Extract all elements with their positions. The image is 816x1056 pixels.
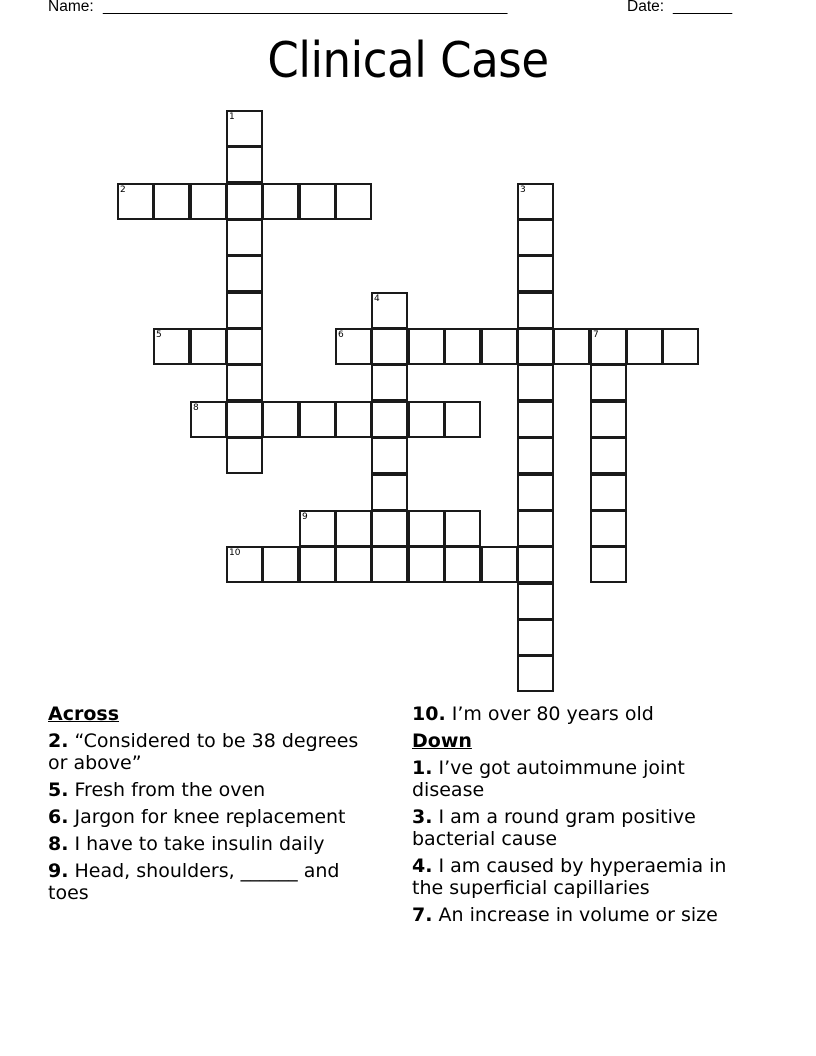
- crossword-cell[interactable]: [626, 328, 663, 365]
- crossword-cell[interactable]: [262, 546, 299, 583]
- crossword-cell[interactable]: [262, 401, 299, 438]
- crossword-cell[interactable]: [371, 328, 408, 365]
- crossword-cell[interactable]: [371, 546, 408, 583]
- crossword-cell[interactable]: [517, 292, 554, 329]
- crossword-cell[interactable]: [299, 510, 336, 547]
- crossword-cell[interactable]: [444, 546, 481, 583]
- crossword-cell[interactable]: [590, 546, 627, 583]
- crossword-cell[interactable]: [335, 510, 372, 547]
- crossword-cell[interactable]: [590, 401, 627, 438]
- clue-text: Head, shoulders, ______ and toes: [48, 860, 340, 904]
- crossword-cell[interactable]: [517, 183, 554, 220]
- crossword-cell[interactable]: [371, 364, 408, 401]
- cell-number: 5: [156, 330, 162, 340]
- crossword-cell[interactable]: [371, 437, 408, 474]
- crossword-cell[interactable]: [153, 183, 190, 220]
- clue-across-9: [48, 860, 378, 904]
- crossword-cell[interactable]: [517, 546, 554, 583]
- crossword-cell[interactable]: [553, 328, 590, 365]
- crossword-cell[interactable]: [517, 255, 554, 292]
- crossword-cell[interactable]: [517, 401, 554, 438]
- crossword-cell[interactable]: [262, 183, 299, 220]
- clue-text: An increase in volume or size: [438, 904, 718, 926]
- clue-across-8: [48, 833, 378, 855]
- crossword-cell[interactable]: [408, 401, 445, 438]
- cell-number: 10: [229, 548, 241, 558]
- crossword-cell[interactable]: [590, 510, 627, 547]
- crossword-cell[interactable]: [226, 328, 263, 365]
- cell-number: 9: [302, 512, 308, 522]
- crossword-cell[interactable]: [517, 437, 554, 474]
- clue-number: 7.: [412, 904, 433, 926]
- clue-text: I am a round gram positive bacterial cause: [412, 806, 696, 850]
- crossword-cell[interactable]: [226, 110, 263, 147]
- crossword-cell[interactable]: [226, 437, 263, 474]
- cell-number: 3: [520, 185, 526, 195]
- clue-down-4: [412, 855, 742, 899]
- crossword-cell[interactable]: [299, 401, 336, 438]
- clue-down-1: [412, 757, 742, 801]
- crossword-cell[interactable]: [153, 328, 190, 365]
- cell-number: 8: [193, 403, 199, 413]
- crossword-cell[interactable]: [408, 546, 445, 583]
- clue-text: I’m over 80 years old: [451, 703, 654, 725]
- crossword-cell[interactable]: [444, 510, 481, 547]
- date-label: Date:: [627, 0, 665, 15]
- crossword-cell[interactable]: [444, 328, 481, 365]
- cell-number: 4: [374, 294, 380, 304]
- crossword-cell[interactable]: [226, 364, 263, 401]
- crossword-cell[interactable]: [444, 401, 481, 438]
- crossword-cell[interactable]: [371, 510, 408, 547]
- crossword-cell[interactable]: [335, 546, 372, 583]
- clue-text: Fresh from the oven: [74, 779, 266, 801]
- crossword-cell[interactable]: [226, 546, 263, 583]
- crossword-cell[interactable]: [226, 219, 263, 256]
- crossword-cell[interactable]: [226, 255, 263, 292]
- crossword-cell[interactable]: [517, 474, 554, 511]
- clue-number: 4.: [412, 855, 433, 877]
- across-heading: Across: [48, 703, 120, 725]
- clue-number: 2.: [48, 730, 69, 752]
- crossword-cell[interactable]: [226, 183, 263, 220]
- crossword-cell[interactable]: [226, 292, 263, 329]
- clue-number: 10.: [412, 703, 446, 725]
- crossword-cell[interactable]: [517, 328, 554, 365]
- clue-across-5: [48, 779, 378, 801]
- cell-number: 6: [338, 330, 344, 340]
- clues-right-column: [412, 703, 742, 931]
- clue-across-2: [48, 730, 378, 774]
- clue-number: 8.: [48, 833, 69, 855]
- crossword-cell[interactable]: [590, 364, 627, 401]
- clues-left-column: [48, 703, 378, 909]
- crossword-cell[interactable]: [408, 510, 445, 547]
- crossword-cell[interactable]: [517, 510, 554, 547]
- cell-number: 7: [593, 330, 599, 340]
- crossword-cell[interactable]: [335, 328, 372, 365]
- clue-number: 5.: [48, 779, 69, 801]
- crossword-cell[interactable]: [190, 401, 227, 438]
- crossword-cell[interactable]: [226, 146, 263, 183]
- clue-text: I am caused by hyperaemia in the superficial capillaries: [412, 855, 727, 899]
- crossword-cell[interactable]: [190, 183, 227, 220]
- name-field[interactable]: ________________________________________________: [103, 0, 508, 15]
- crossword-cell[interactable]: [299, 183, 336, 220]
- crossword-cell[interactable]: [517, 655, 554, 692]
- crossword-cell[interactable]: [481, 328, 518, 365]
- clue-text: Jargon for knee replacement: [74, 806, 346, 828]
- crossword-cell[interactable]: [117, 183, 154, 220]
- crossword-cell[interactable]: [226, 401, 263, 438]
- crossword-cell[interactable]: [190, 328, 227, 365]
- page-title: Clinical Case: [267, 32, 549, 89]
- clue-text: “Considered to be 38 degrees or above”: [48, 730, 359, 774]
- clue-across-6: [48, 806, 378, 828]
- down-heading: Down: [412, 730, 472, 752]
- crossword-cell[interactable]: [335, 401, 372, 438]
- crossword-cell[interactable]: [517, 364, 554, 401]
- crossword-cell[interactable]: [517, 619, 554, 656]
- clue-across-10: [412, 703, 742, 725]
- clue-down-3: [412, 806, 742, 850]
- crossword-cell[interactable]: [335, 183, 372, 220]
- crossword-cell[interactable]: [590, 437, 627, 474]
- crossword-cell[interactable]: [590, 328, 627, 365]
- clue-number: 1.: [412, 757, 433, 779]
- date-field[interactable]: _______: [673, 0, 732, 15]
- clue-number: 6.: [48, 806, 69, 828]
- clue-number: 9.: [48, 860, 69, 882]
- crossword-cell[interactable]: [408, 328, 445, 365]
- crossword-cell[interactable]: [371, 401, 408, 438]
- crossword-cell[interactable]: [371, 292, 408, 329]
- cell-number: 2: [120, 185, 126, 195]
- name-label: Name:: [48, 0, 94, 15]
- crossword-cell[interactable]: [517, 583, 554, 620]
- crossword-cell[interactable]: [517, 219, 554, 256]
- cell-number: 1: [229, 112, 235, 122]
- clue-down-7: [412, 904, 742, 926]
- clue-text: I’ve got autoimmune joint disease: [412, 757, 685, 801]
- clue-number: 3.: [412, 806, 433, 828]
- crossword-cell[interactable]: [299, 546, 336, 583]
- crossword-cell[interactable]: [662, 328, 699, 365]
- crossword-cell[interactable]: [590, 474, 627, 511]
- crossword-cell[interactable]: [371, 474, 408, 511]
- clue-text: I have to take insulin daily: [74, 833, 325, 855]
- crossword-cell[interactable]: [481, 546, 518, 583]
